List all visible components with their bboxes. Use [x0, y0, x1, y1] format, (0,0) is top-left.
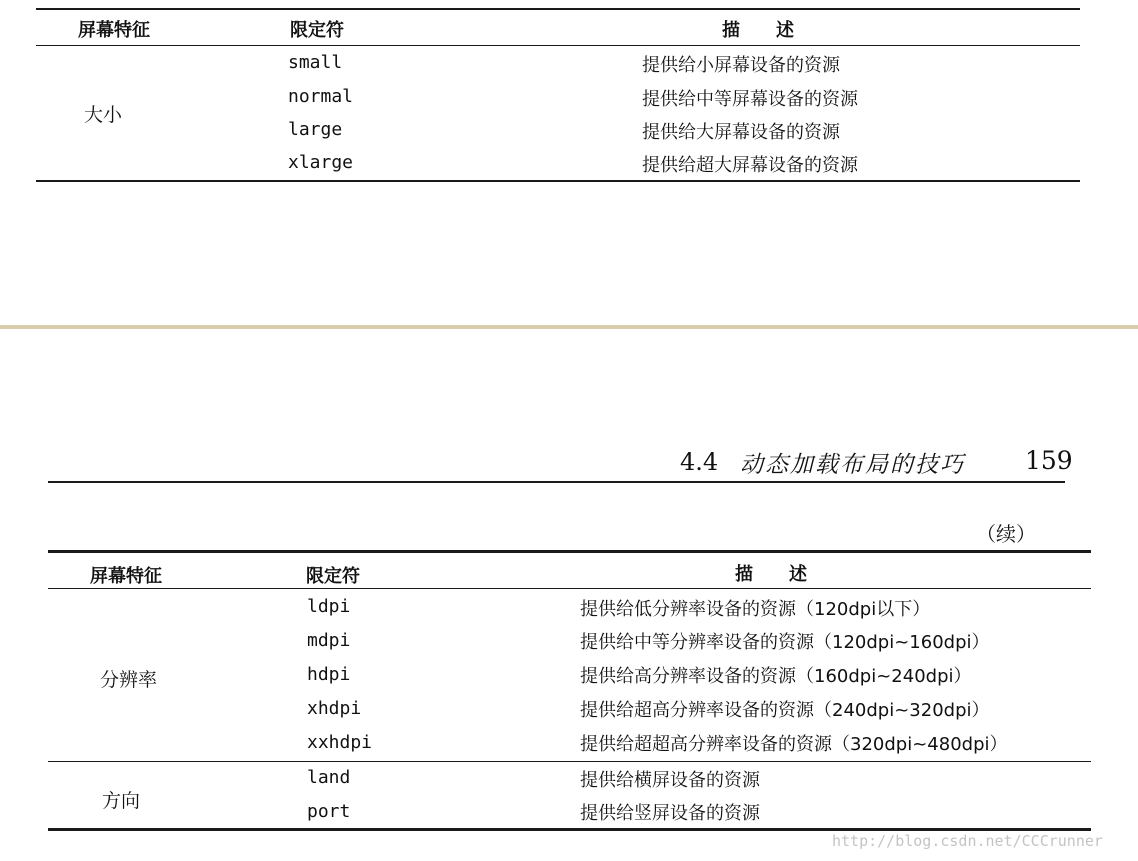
table-row-qualifier: xhdpi [307, 698, 362, 719]
table-row-description: 提供给中等分辨率设备的资源（120dpi~160dpi） [580, 632, 990, 653]
page-separator [0, 325, 1138, 329]
table-row-description: 提供给竖屏设备的资源 [580, 803, 760, 824]
table-1-top-rule [36, 8, 1080, 10]
page-number: 159 [1025, 446, 1073, 475]
table-row-qualifier: hdpi [307, 664, 351, 685]
table-2-header-feature: 屏幕特征 [90, 566, 162, 587]
table-1-header-rule [36, 45, 1080, 46]
table-row-qualifier: xxhdpi [307, 732, 373, 753]
table-2-feature-orientation: 方向 [102, 790, 141, 812]
table-2-header-description: 描 述 [735, 564, 807, 585]
section-number: 4.4 [680, 448, 719, 476]
table-row-qualifier: land [307, 767, 351, 788]
table-row-description: 提供给中等屏幕设备的资源 [642, 89, 858, 110]
table-row-description: 提供给大屏幕设备的资源 [642, 122, 840, 143]
watermark: http://blog.csdn.net/CCCrunner [832, 832, 1103, 850]
table-row-qualifier: normal [288, 86, 354, 107]
table-row-description: 提供给小屏幕设备的资源 [642, 55, 840, 76]
running-header-rule [48, 481, 1065, 483]
table-2-feature-resolution: 分辨率 [100, 669, 158, 691]
section-title: 动态加载布局的技巧 [740, 452, 965, 478]
table-row-qualifier: port [307, 801, 351, 822]
continued-label: （续） [976, 522, 1036, 546]
table-row-description: 提供给超大屏幕设备的资源 [642, 155, 858, 176]
table-row-description: 提供给超超高分辨率设备的资源（320dpi~480dpi） [580, 734, 1008, 755]
table-row-qualifier: small [288, 52, 343, 73]
table-2-header-rule [48, 588, 1091, 589]
table-row-description: 提供给超高分辨率设备的资源（240dpi~320dpi） [580, 700, 990, 721]
table-row-description: 提供给低分辨率设备的资源（120dpi以下） [580, 599, 931, 620]
table-2-top-rule [48, 550, 1091, 553]
table-1-header-description: 描 述 [722, 20, 794, 41]
table-1-bottom-rule [36, 180, 1080, 182]
table-row-qualifier: xlarge [288, 152, 354, 173]
table-row-qualifier: large [288, 119, 343, 140]
table-2-header-qualifier: 限定符 [306, 566, 360, 587]
table-1-feature-size: 大小 [84, 104, 123, 126]
table-2-group-rule [48, 761, 1091, 762]
table-row-description: 提供给高分辨率设备的资源（160dpi~240dpi） [580, 666, 972, 687]
table-2-bottom-rule [48, 828, 1091, 831]
table-1-header-feature: 屏幕特征 [78, 20, 150, 41]
table-row-qualifier: mdpi [307, 630, 351, 651]
table-row-qualifier: ldpi [307, 596, 351, 617]
table-row-description: 提供给横屏设备的资源 [580, 770, 760, 791]
table-1-header-qualifier: 限定符 [290, 20, 344, 41]
